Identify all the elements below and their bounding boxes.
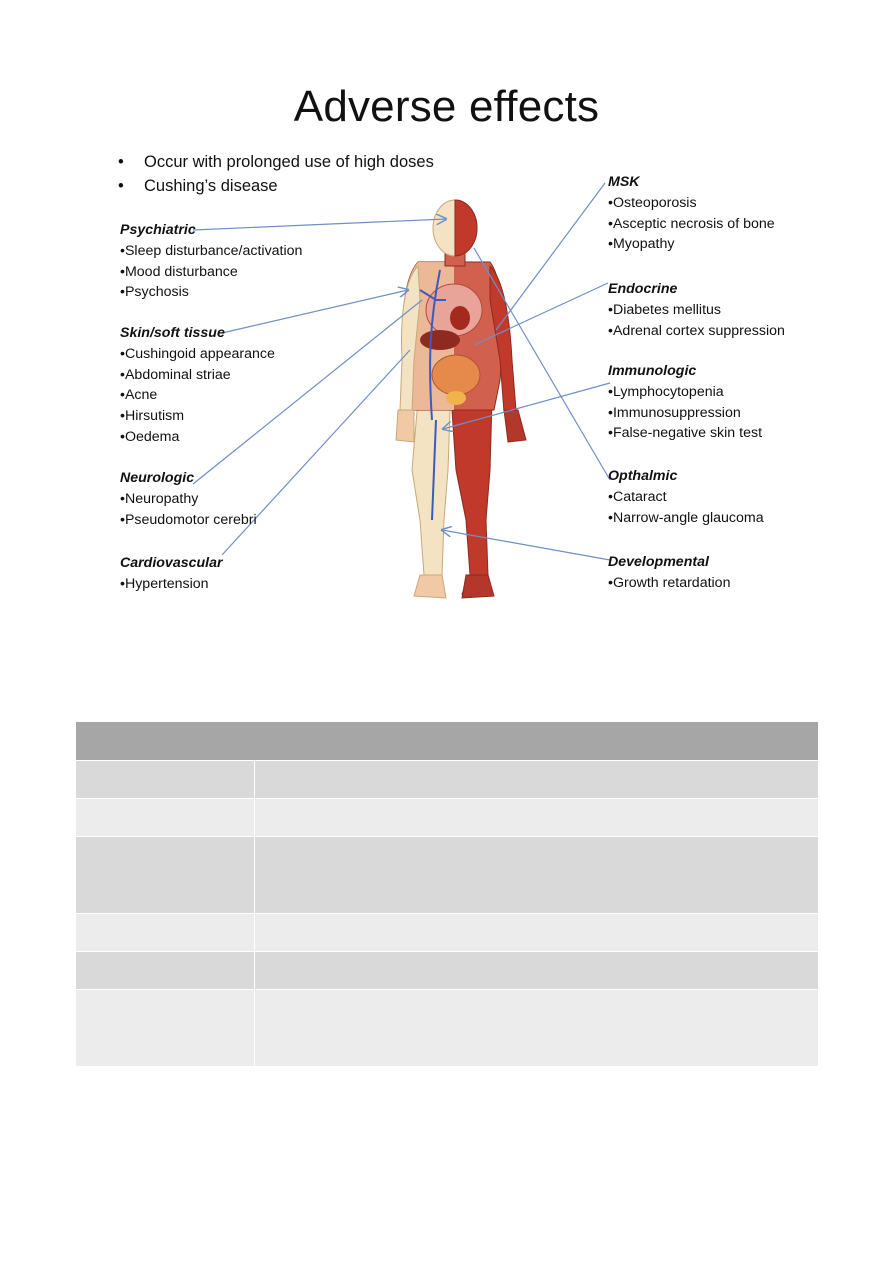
table-cell [76,799,255,836]
group-endocrine [608,279,785,341]
table-header-row [76,722,818,760]
intestines [432,355,480,395]
table-cell [255,837,818,913]
table-cell [255,761,818,798]
table-row [76,989,818,1066]
group-item: • False-negative skin test [608,423,762,444]
table-row [76,836,818,913]
table-cell [255,990,818,1066]
group-item: • Diabetes mellitus [608,300,785,321]
group-psychiatric [120,220,302,303]
group-item: • Pseudomotor cerebri [120,510,257,531]
left-foot [414,575,446,598]
group-heading: MSK [608,174,640,190]
group-heading: Immunologic [608,363,697,379]
group-item: • Hirsutism [120,406,275,427]
group-item: • Oedema [120,427,275,448]
group-item: • Adrenal cortex suppression [608,321,785,342]
group-item: • Psychosis [120,282,302,303]
group-cardiovascular [120,553,223,595]
page-title: Adverse effects [293,82,600,131]
table-row [76,798,818,836]
group-heading: Neurologic [120,470,195,486]
group-item: • Hypertension [120,574,223,595]
table-cell [255,914,818,951]
group-opthalmic [608,466,764,528]
table-cell [76,914,255,951]
arrow-developmental [442,530,610,560]
group-immunologic [608,361,762,444]
table-cell [76,990,255,1066]
group-heading: Endocrine [608,281,678,297]
group-item: • Myopathy [608,234,775,255]
table-cell [255,952,818,989]
group-item: • Asceptic necrosis of bone [608,214,775,235]
bullet-2: • Cushing’s disease [118,174,434,198]
table-row [76,760,818,798]
group-item: • Sleep disturbance/activation [120,241,302,262]
group-neurologic [120,468,257,530]
group-item: • Cataract [608,487,764,508]
group-developmental [608,552,730,594]
group-item: • Osteoporosis [608,193,775,214]
table-cell [255,799,818,836]
group-item: • Narrow-angle glaucoma [608,508,764,529]
group-heading: Skin/soft tissue [120,325,225,341]
group-item: • Acne [120,385,275,406]
table-cell [76,761,255,798]
head-right-half [455,200,477,256]
table-cell [76,837,255,913]
heart [450,306,470,330]
table-cell [76,952,255,989]
empty-table [76,722,818,1066]
group-item: • Cushingoid appearance [120,344,275,365]
group-item: • Lymphocytopenia [608,382,762,403]
group-item: • Mood disturbance [120,262,302,283]
right-foot [462,575,494,598]
group-heading: Psychiatric [120,222,196,238]
bullet-1: • Occur with prolonged use of high doses [118,150,434,174]
group-item: • Neuropathy [120,489,257,510]
right-leg-muscle [452,400,492,596]
group-heading: Developmental [608,554,709,570]
right-hand [504,410,526,442]
liver [420,330,460,350]
bladder [446,391,466,405]
human-figure [396,200,526,598]
group-skin-soft-tissue [120,323,275,448]
arrow-msk [496,183,605,330]
group-heading: Cardiovascular [120,555,223,571]
table-row [76,951,818,989]
left-hand [396,410,414,442]
group-item: • Growth retardation [608,573,730,594]
group-item: • Abdominal striae [120,365,275,386]
group-msk [608,172,775,255]
group-heading: Opthalmic [608,468,678,484]
table-row [76,913,818,951]
group-item: • Immunosuppression [608,403,762,424]
